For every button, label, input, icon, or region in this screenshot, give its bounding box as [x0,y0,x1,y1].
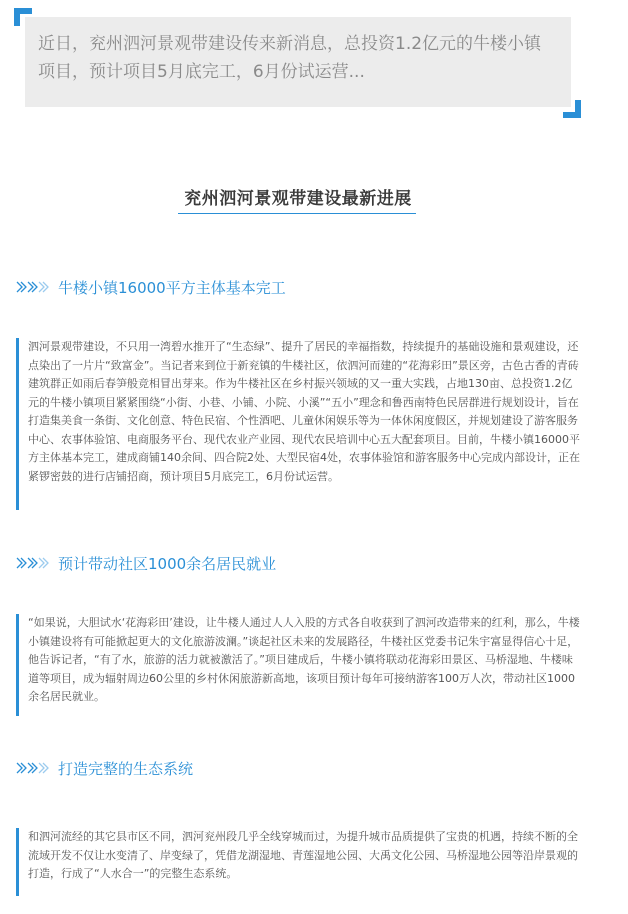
main-title: 兖州泗河景观带建设最新进展 [184,189,412,209]
paragraph-text: 泗河景观带建设，不只用一湾碧水推开了“生态绿”、提升了居民的幸福指数，持续提升的基础设施和景观建设，还点染出了一片片“致富金”。当记者来到位于新兖镇的牛楼社区，依泗河而建的“花海彩田”景区旁，古色古香的青砖建筑群正如雨后春笋般竞相冒出芽来。作为牛楼社区在乡村振兴领域的又一重大实践，占地130亩、总投资1.2亿元的牛楼小镇项目紧紧围绕“小街、小巷、小铺、小院、小溪”“五小”理念和鲁西南特色民居群进行规划设计，旨在打造集美食一条街、文化创意、特色民宿、个性酒吧、儿童休闲娱乐等为一体休闲度假区，并规划建设了游客服务中心、农事体验馆、电商服务平台、现代农业产业园、现代农民培训中心五大配套项目。目前，牛楼小镇16000平方主体基本完工，建成商铺140余间、四合院2处、大型民宿4处，农事体验馆和游客服务中心完成内部设计，正在紧锣密鼓的进行店铺招商，预计项目5月底完工，6月份试运营。 [28,340,580,483]
section-heading-1 [16,276,286,298]
paragraph-text: 和泗河流经的其它县市区不同，泗河兖州段几乎全线穿城而过，为提升城市品质提供了宝贵的机遇，持续不断的全流域开发不仅让水变清了、岸变绿了，凭借龙湖湿地、青莲湿地公园、大禹文化公园、马桥湿地公园等沿岸景观的打造，行成了“人水合一”的完整生态系统。 [28,830,578,880]
section-paragraph-3 [16,828,582,896]
section-heading-2 [16,552,276,574]
section-heading-3 [16,757,193,779]
double-chevron-icon [16,762,50,774]
section-title: 牛楼小镇16000平方主体基本完工 [58,278,286,297]
paragraph-text: “如果说，大胆试水‘花海彩田’建设，让牛楼人通过人人入股的方式各自收获到了泗河改造带来的红利，那么，牛楼小镇建设将有可能掀起更大的文化旅游波澜。”谈起社区未来的发展路径，牛楼社区党委书记朱宇富显得信心十足，他告诉记者，“有了水，旅游的活力就被激活了。”项目建成后，牛楼小镇将联动花海彩田景区、马桥湿地、牛楼味道等项目，成为辐射周边60公里的乡村休闲旅游新高地，该项目预计每年可接纳游客100万人次，带动社区1000余名居民就业。 [28,616,580,703]
section-paragraph-2 [16,614,582,716]
section-title: 预计带动社区1000余名居民就业 [58,554,277,573]
intro-text: 近日，兖州泗河景观带建设传来新消息，总投资1.2亿元的牛楼小镇项目，预计项目5月底完工，6月份试运营... [38,34,542,82]
double-chevron-icon [16,557,50,569]
title-underline [178,213,416,214]
double-chevron-icon [16,281,50,293]
section-paragraph-1 [16,338,582,510]
bottom-right-corner-decoration [563,100,581,118]
section-title: 打造完整的生态系统 [58,759,194,778]
